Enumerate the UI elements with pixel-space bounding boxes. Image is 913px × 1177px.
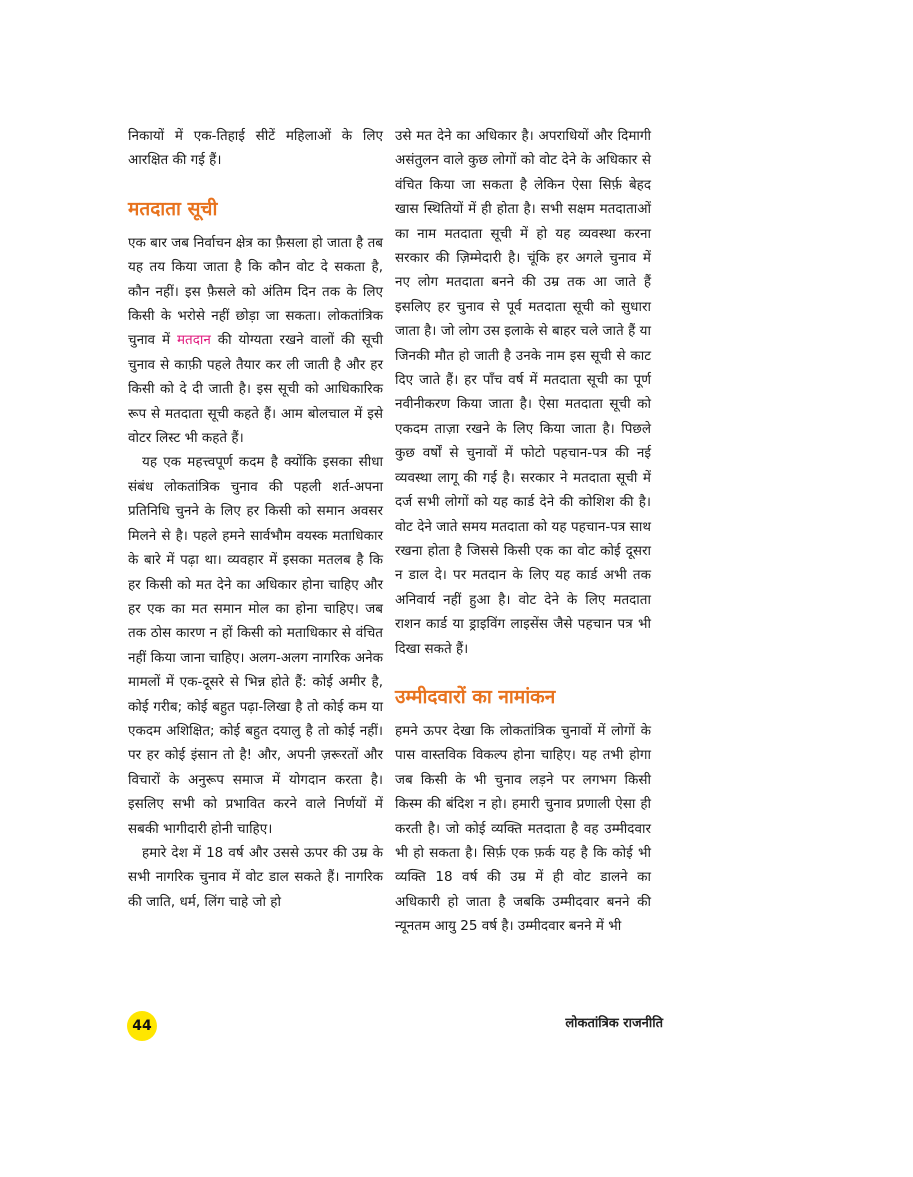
nomination-paragraph: हमने ऊपर देखा कि लोकतांत्रिक चुनावों में लोगों के पास वास्तविक विकल्प होना चाहिए। यह तभी होगा जब किसी के भी चुनाव लड़ने पर लगभग किसी किस्म की बंदिश न हो। हमारी चुनाव प्रणाली ऐसा ही करती है। जो कोई व्यक्ति मतदाता है वह उम्मीदवार भी हो सकता है। सिर्फ़ एक फ़र्क यह है कि कोई भी व्यक्ति 18 वर्ष की उम्र में ही वोट डालने का अधिकारी हो जाता है जबकि उम्मीदवार बनने की न्यूनतम आयु 25 वर्ष है। उम्मीदवार बनने में भी bbox=[395, 722, 651, 935]
voters-list-paragraph-2: यह एक महत्त्वपूर्ण कदम है क्योंकि इसका सीधा संबंध लोकतांत्रिक चुनाव की पहली शर्त-अपना प्रतिनिधि चुनने के लिए हर किसी को समान अवसर मिलने से है। पहले हमने सार्वभौम वयस्क मताधिकार के बारे में पढ़ा था। व्यवहार में इसका मतलब है कि हर किसी को मत देने का अधिकार होना चाहिए और हर एक का मत समान मोल का होना चाहिए। जब तक ठोस कारण न हों किसी को मताधिकार से वंचित नहीं किया जाना चाहिए। अलग-अलग नागरिक अनेक मामलों में एक-दूसरे से भिन्न होते हैं: कोई अमीर है, कोई गरीब; कोई बहुत पढ़ा-लिखा है तो कोई कम या एकदम अशिक्षित; कोई बहुत दयालु है तो कोई नहीं। पर हर कोई इंसान तो है! और, अपनी ज़रूरतों और विचारों के अनुरूप समाज में योगदान करता है। इसलिए सभी को प्रभावित करने वाले निर्णयों में सबकी भागीदारी होनी चाहिए। bbox=[128, 454, 383, 837]
voters-list-paragraph-3: हमारे देश में 18 वर्ष और उससे ऊपर की उम्र के सभी नागरिक चुनाव में वोट डाल सकते हैं। नागरिक की जाति, धर्म, लिंग चाहे जो हो bbox=[128, 844, 383, 910]
left-column bbox=[128, 124, 383, 914]
section-heading-voters-list: मतदाता सूची bbox=[128, 197, 218, 220]
right-column bbox=[395, 124, 651, 939]
page-number-badge: 44 bbox=[127, 1011, 157, 1041]
voters-list-paragraph-1 bbox=[128, 231, 383, 451]
paragraph-text: की योग्यता रखने वालों की सूची चुनाव से काफ़ी पहले तैयार कर ली जाती है और हर किसी को दे दी जाती है। इस सूची को आधिकारिक रूप से मतदाता सूची कहते हैं। आम बोलचाल में इसे वोटर लिस्ट भी कहते हैं। bbox=[128, 332, 383, 447]
voters-list-paragraph-continued: उसे मत देने का अधिकार है। अपराधियों और दिमागी असंतुलन वाले कुछ लोगों को वोट देने के अधिकार से वंचित किया जा सकता है लेकिन ऐसा सिर्फ़ बेहद खास स्थितियों में ही होता है। सभी सक्षम मतदाताओं का नाम मतदाता सूची में हो यह व्यवस्था करना सरकार की ज़िम्मेदारी है। चूंकि हर अगले चुनाव में नए लोग मतदाता बनने की उम्र तक आ जाते हैं इसलिए हर चुनाव से पूर्व मतदाता सूची को सुधारा जाता है। जो लोग उस इलाके से बाहर चले जाते हैं या जिनकी मौत हो जाती है उनके नाम इस सूची से काट दिए जाते हैं। हर पाँच वर्ष में मतदाता सूची का पूर्ण नवीनीकरण किया जाता है। ऐसा मतदाता सूची को एकदम ताज़ा रखने के लिए किया जाता है। पिछले कुछ वर्षों से चुनावों में फोटो पहचान-पत्र की नई व्यवस्था लागू की गई है। सरकार ने मतदाता सूची में दर्ज सभी लोगों को यह कार्ड देने की कोशिश की है। वोट देने जाते समय मतदाता को यह पहचान-पत्र साथ रखना होता है जिससे किसी एक का वोट कोई दूसरा न डाल दे। पर मतदान के लिए यह कार्ड अभी तक अनिवार्य नहीं हुआ है। वोट देने के लिए मतदाता राशन कार्ड या ड्राइविंग लाइसेंस जैसे पहचान पत्र भी दिखा सकते हैं। bbox=[395, 128, 651, 657]
glossary-term-link[interactable]: मतदान bbox=[176, 332, 211, 349]
running-footer-title: लोकतांत्रिक राजनीति bbox=[565, 1016, 663, 1031]
section-heading-nomination: उम्मीदवारों का नामांकन bbox=[395, 685, 556, 708]
intro-paragraph: निकायों में एक-तिहाई सीटें महिलाओं के लिए आरक्षित की गई हैं। bbox=[128, 128, 383, 169]
paragraph-text: एक बार जब निर्वाचन क्षेत्र का फ़ैसला हो जाता है तब यह तय किया जाता है कि कौन वोट दे सकता है, कौन नहीं। इस फ़ैसले को अंतिम दिन तक के लिए किसी के भरोसे नहीं छोड़ा जा सकता। लोकतांत्रिक चुनाव में bbox=[128, 234, 383, 349]
